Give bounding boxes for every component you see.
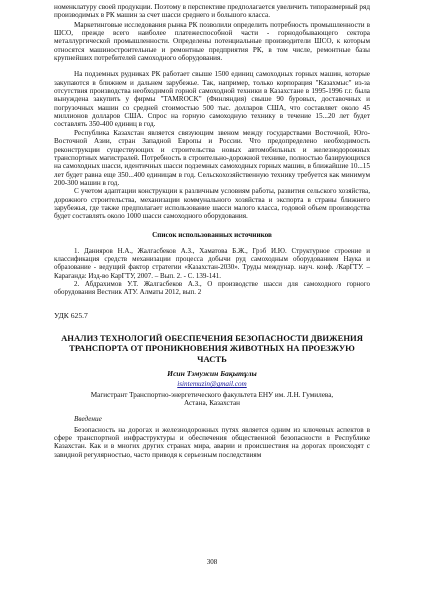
article-title: АНАЛИЗ ТЕХНОЛОГИЙ ОБЕСПЕЧЕНИЯ БЕЗОПАСНОСТИ ДВИЖЕНИЯ ТРАНСПОРТА ОТ ПРОНИКНОВЕНИЯ ЖИВОТНЫХ НА ПРОЕЗЖУЮ ЧАСТЬ — [61, 332, 363, 364]
udc-code: УДК 625.7 — [54, 311, 88, 321]
author-city: Астана, Казахстан — [183, 399, 240, 408]
introduction-paragraph: Безопасность на дорогах и железнодорожных путях является одним из ключевых аспектов в сфере транспортной инфраструктуры и обеспечения общественной безопасности в Республике Казахстан. Как и в многих других странах мира, аварии и происшествия на дорогах происходят с завидной регулярностью, часто приводя к серьезным последствиям — [54, 425, 370, 459]
production-volume-paragraph: С учетом адаптации конструкции к различным условиям работы, развития сельского хозяйства, дорожного строительства, механизации коммунального хозяйства и экспорта в страны ближнего зарубежья, где также предполагает использование шасси малого класса, годовой объем производства будет составлять около 1000 шасси самоходного оборудования. — [54, 187, 370, 221]
author-affiliation: Магистрант Транспортно-энергетического факультета ЕНУ им. Л.Н. Гумилева, — [90, 390, 334, 399]
introduction-heading: Введение — [74, 415, 102, 424]
top-paragraph: номенклатуру своей продукции. Поэтому в перспективе предполагается увеличить типоразмерный ряд производимых в РК машин за счет шасси среднего и большого класса. — [54, 3, 370, 20]
references-heading: Список использованных источников — [152, 230, 272, 239]
transport-links-paragraph: Республика Казахстан является связующим звеном между государствами Восточной, Юго-Восточной Азии, стран Западной Европы и России. Что предопределено необходимость реконструкции существующих и строительства новых автомобильных и железнодорожных транспортных магистралей. Потребность в строительно-дорожной технике, полностью базирующихся на самоходных шасси, идентичных шасси подземных самоходных горных машин, в ближайшие 10...15 лет будет равна еще 350...400 единицам в год. Сельскохозяйственную технику требуется как минимум 200-300 машин в год. — [54, 128, 370, 187]
mining-machines-paragraph: На подземных рудниках РК работает свыше 1500 единиц самоходных горных машин, которые закупаются в ближнем и дальнем зарубежье. Так, например, только корпорация "Казахмыс" из-за отсутствия производства необходимой горной самоходной техники в Казахстане в 1995-1996 г.г. была вынуждена закупить у фирмы "TAMROCK" (Финляндия) свыше 90 буровых, доставочных и погрузочных машин со средней стоимостью 500 тыс. долларов США, что составляет около 45 миллионов долларов США. Спрос на горную самоходную технику в течение 15...20 лет будет составлять 350-400 единиц в год. — [54, 70, 370, 129]
reference-item-2: 2. Абдрахимов У.Т. Жалгасбеков А.З., О производстве шасси для самоходного горного оборудования Вестник АТУ. Алматы 2012, вып. 2 — [54, 279, 370, 296]
author-email-link[interactable]: isintemuzin@gmail.com — [177, 380, 247, 389]
author-name: Исин Тэмужин Бақытұлы — [167, 369, 257, 378]
market-research-paragraph: Маркетинговые исследования рынка РК позволили определить потребность промышленности в ШСО, прежде всего наиболее платежеспособной части - горнодобывающего сектора металлургической промышленности. Определены потенциальные производители ШСО, к которым относятся машиностроительные и ремонтные предприятия РК, в том числе, ремонтные базы крупнейших потребителей самоходного оборудования. — [54, 20, 370, 63]
page-number: 308 — [206, 558, 218, 566]
reference-item-1: 1. Данияров Н.А., Жалгасбеков А.З., Хаматова Б.Ж., Грэб И.Ю. Структурное строение и классификация средств механизации процесса добычи руд самоходным оборудованием Наука и образование - ведущий фактор стратегии «Казахстан-2030». Труды междунар. науч. конф. /КарГТУ. – Караганда: Изд-во КарГТУ, 2007. – Вып. 2. - С. 139-141. — [54, 246, 370, 280]
